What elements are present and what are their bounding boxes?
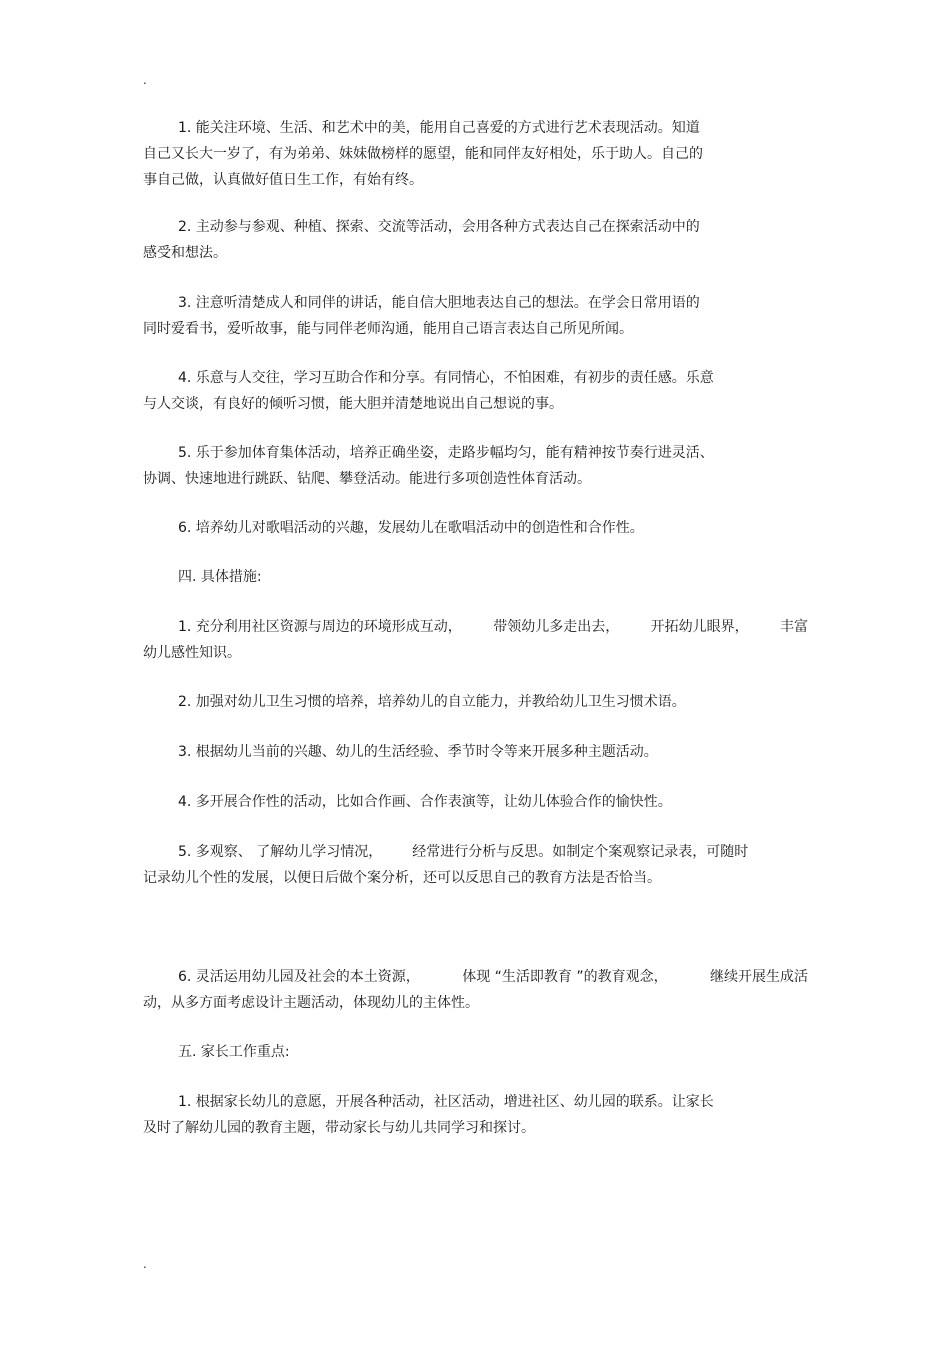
measure-6-line-2: 动，从多方面考虑设计主题活动，体现幼儿的主体性。 [143, 995, 479, 1011]
measure-4-line-1: 4. 多开展合作性的活动，比如合作画、合作表演等，让幼儿体验合作的愉快性。 [178, 794, 672, 810]
measure-item-1 [143, 614, 808, 666]
goal-1-line-1: 1. 能关注环境、生活、和艺术中的美，能用自己喜爱的方式进行艺术表现活动。知道 [178, 120, 700, 136]
goal-2-line-1: 2. 主动参与参观、种植、探索、交流等活动，会用各种方式表达自己在探索活动中的 [178, 219, 700, 235]
measure-5-part-1: 5. 多观察、 了解幼儿学习情况， [178, 844, 383, 860]
measure-1-part-1: 1. 充分利用社区资源与周边的环境形成互动， [178, 619, 462, 635]
section-4-heading: 四. 具体措施: [178, 569, 262, 585]
goal-item-5 [143, 440, 808, 492]
goal-1-line-2: 自己又长大一岁了，有为弟弟、妹妹做榜样的愿望，能和同伴友好相处，乐于助人。自己的 [143, 146, 703, 162]
measure-item-5 [143, 839, 808, 891]
measure-5-line-1 [143, 839, 808, 865]
measure-1-part-3: 开拓幼儿眼界， [650, 619, 749, 635]
parent-1-line-1: 1. 根据家长幼儿的意愿，开展各种活动，社区活动，增进社区、幼儿园的联系。让家长 [178, 1094, 714, 1110]
section-5-heading: 五. 家长工作重点: [178, 1044, 290, 1060]
measure-1-line-2: 幼儿感性知识。 [143, 645, 241, 661]
page-mark-bottom: . [143, 1257, 147, 1271]
goal-5-line-2: 协调、快速地进行跳跃、钻爬、攀登活动。能进行多项创造性体育活动。 [143, 471, 591, 487]
goal-item-6 [143, 515, 808, 541]
measure-3-line-1: 3. 根据幼儿当前的兴趣、幼儿的生活经验、季节时令等来开展多种主题活动。 [178, 744, 658, 760]
measure-1-part-2: 带领幼儿多走出去， [493, 619, 620, 635]
measure-item-4 [143, 789, 808, 815]
measure-6-part-1: 6. 灵活运用幼儿园及社会的本土资源， [178, 969, 420, 985]
goal-item-1 [143, 115, 808, 193]
goal-4-line-2: 与人交谈，有良好的倾听习惯，能大胆并清楚地说出自己想说的事。 [143, 396, 563, 412]
goal-3-line-1: 3. 注意听清楚成人和同伴的讲话，能自信大胆地表达自己的想法。在学会日常用语的 [178, 295, 700, 311]
parent-1-line-2: 及时了解幼儿园的教育主题，带动家长与幼儿共同学习和探讨。 [143, 1120, 535, 1136]
goal-1-line-3: 事自己做，认真做好值日生工作，有始有终。 [143, 172, 423, 188]
goal-6-line-1: 6. 培养幼儿对歌唱活动的兴趣，发展幼儿在歌唱活动中的创造性和合作性。 [178, 520, 644, 536]
measure-2-line-1: 2. 加强对幼儿卫生习惯的培养，培养幼儿的自立能力，并教给幼儿卫生习惯术语。 [178, 694, 686, 710]
measure-5-part-2: 经常进行分析与反思。如制定个案观察记录表，可随时 [412, 844, 749, 860]
measure-6-part-3: 继续开展生成活 [710, 969, 808, 985]
goal-3-line-2: 同时爱看书，爱听故事，能与同伴老师沟通，能用自己语言表达自己所见所闻。 [143, 321, 633, 337]
measure-1-part-4: 丰富 [779, 619, 808, 635]
measure-5-line-2: 记录幼儿个性的发展，以便日后做个案分析，还可以反思自己的教育方法是否恰当。 [143, 870, 661, 886]
measure-1-line-1 [143, 614, 808, 640]
page-mark-top: . [143, 73, 147, 87]
goal-item-4 [143, 365, 808, 417]
measure-6-part-2: 体现 “生活即教育 ”的教育观念， [462, 969, 668, 985]
measure-item-2 [143, 689, 808, 715]
goal-item-3 [143, 290, 808, 342]
measure-item-3 [143, 739, 808, 765]
measure-item-6 [143, 964, 808, 1016]
goal-5-line-1: 5. 乐于参加体育集体活动，培养正确坐姿，走路步幅均匀，能有精神按节奏行进灵活、 [178, 445, 714, 461]
goal-4-line-1: 4. 乐意与人交往，学习互助合作和分享。有同情心，不怕困难，有初步的责任感。乐意 [178, 370, 714, 386]
goal-item-2 [143, 214, 808, 266]
measure-6-line-1 [143, 964, 808, 990]
goal-2-line-2: 感受和想法。 [143, 245, 227, 261]
parent-work-item-1 [143, 1089, 808, 1141]
